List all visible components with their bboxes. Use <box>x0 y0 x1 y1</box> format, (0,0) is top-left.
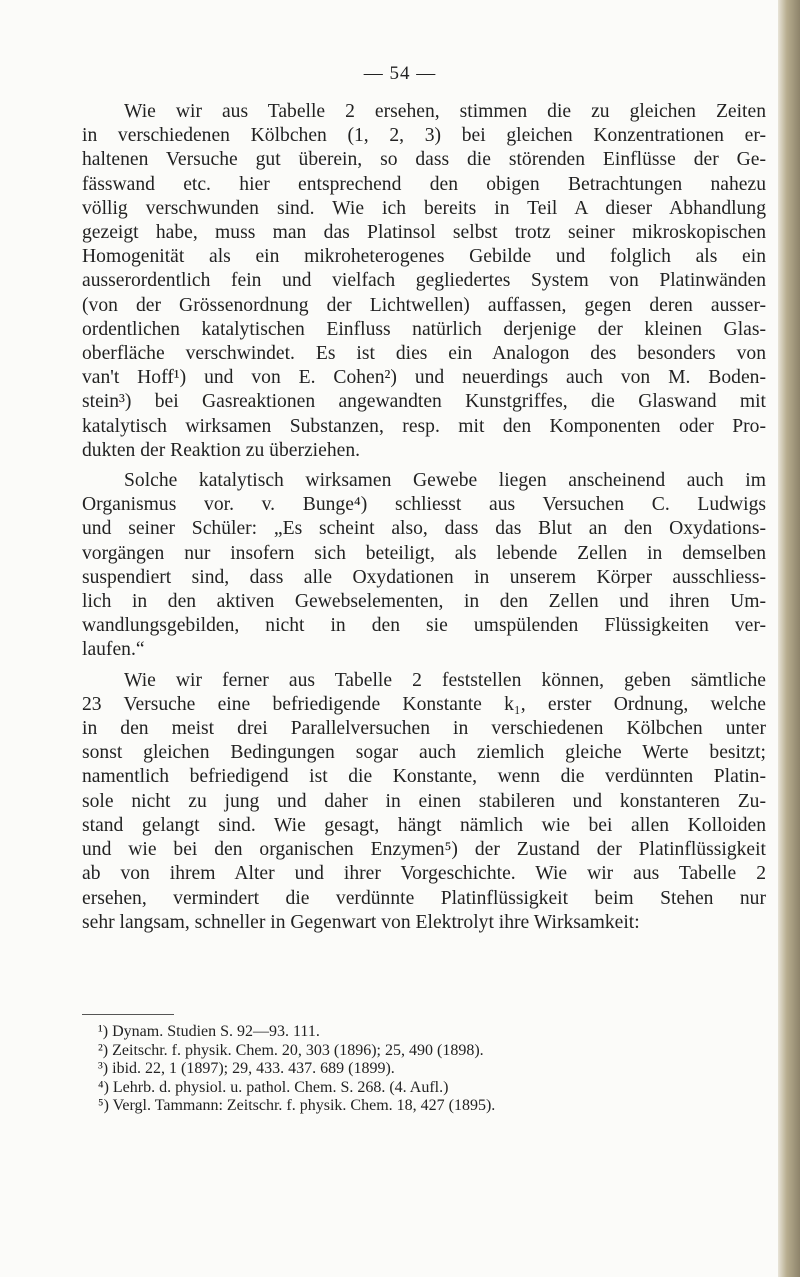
footnote-4: ⁴) Lehrb. d. physiol. u. pathol. Chem. S. 268. (4. Aufl.) <box>98 1078 449 1096</box>
paragraph-2-line: laufen.“ <box>82 639 145 661</box>
footnote-2: ²) Zeitschr. f. physik. Chem. 20, 303 (1896); 25, 490 (1898). <box>98 1041 484 1059</box>
page-number: — 54 — <box>363 63 437 84</box>
paragraph-1-line: dukten der Reaktion zu überziehen. <box>82 439 361 461</box>
page-edge-shadow <box>778 0 800 1277</box>
paragraph-2-line: lich in den aktiven Gewebselementen, in den Zellen und ihren Um- <box>82 591 766 613</box>
paragraph-1-line: katalytisch wirksamen Substanzen, resp. mit den Komponenten oder Pro- <box>82 415 766 437</box>
paragraph-3-line: ersehen, vermindert die verdünnte Platinflüssigkeit beim Stehen nur <box>82 887 766 909</box>
paragraph-3-line: in den meist drei Parallelversuchen in verschiedenen Kölbchen unter <box>82 718 766 740</box>
paragraph-3-line: stand gelangt sind. Wie gesagt, hängt nämlich wie bei allen Kolloiden <box>82 814 766 836</box>
paragraph-1-line: van't Hoff¹) und von E. Cohen²) und neuerdings auch von M. Boden- <box>82 367 766 389</box>
paragraph-1-line: haltenen Versuche gut überein, so dass die störenden Einflüsse der Ge- <box>82 149 766 171</box>
body-text <box>82 100 766 935</box>
paragraph-1-line: gezeigt habe, muss man das Platinsol selbst trotz seiner mikroskopischen <box>82 222 766 244</box>
paragraph-3-line: ab von ihrem Alter und ihrer Vorgeschichte. Wie wir aus Tabelle 2 <box>82 863 766 885</box>
paragraph-3-line: sonst gleichen Bedingungen sogar auch ziemlich gleiche Werte besitzt; <box>82 742 766 764</box>
paragraph-2-line: Organismus vor. v. Bunge⁴) schliesst aus Versuchen C. Ludwigs <box>82 494 766 516</box>
paragraph-2-line: suspendiert sind, dass alle Oxydationen in unserem Körper ausschliess- <box>82 566 766 588</box>
paragraph-1-line: fässwand etc. hier entsprechend den obigen Betrachtungen nahezu <box>82 173 766 195</box>
footnote-divider <box>82 1014 174 1015</box>
paragraph-1-line: (von der Grössenordnung der Lichtwellen) auffassen, gegen deren ausser- <box>82 294 766 316</box>
footnotes <box>98 1023 738 1116</box>
paragraph-2-line: Solche katalytisch wirksamen Gewebe liegen anscheinend auch im <box>124 470 766 492</box>
paragraph-1-line: Homogenität als ein mikroheterogenes Gebilde und folglich als ein <box>82 246 766 268</box>
paragraph-1-line: völlig verschwunden sind. Wie ich bereits in Teil A dieser Abhandlung <box>82 197 766 219</box>
paragraph-3-line: Wie wir ferner aus Tabelle 2 feststellen können, geben sämtliche <box>124 669 766 691</box>
paragraph-3-line: namentlich befriedigend ist die Konstante, wenn die verdünnten Platin- <box>82 766 766 788</box>
paragraph-1-line: ordentlichen katalytischen Einfluss natürlich derjenige der kleinen Glas- <box>82 318 766 340</box>
footnote-1: ¹) Dynam. Studien S. 92—93. 111. <box>98 1023 320 1040</box>
paragraph-3-line: sehr langsam, schneller in Gegenwart von Elektrolyt ihre Wirksamkeit: <box>82 911 640 933</box>
paragraph-1-line: ausserordentlich fein und vielfach gegliedertes System von Platinwänden <box>82 270 766 292</box>
paragraph-1-line: oberfläche verschwindet. Es ist dies ein Analogon des besonders von <box>82 343 766 365</box>
paragraph-3-line: sole nicht zu jung und daher in einen stabileren und konstanteren Zu- <box>82 790 766 812</box>
footnote-5: ⁵) Vergl. Tammann: Zeitschr. f. physik. Chem. 18, 427 (1895). <box>98 1097 496 1115</box>
paragraph-3-line: 23 Versuche eine befriedigende Konstante k₁, erster Ordnung, welche <box>82 693 766 715</box>
paragraph-2-line: und seiner Schüler: „Es scheint also, dass das Blut an den Oxydations- <box>82 518 766 540</box>
paragraph-1-line: stein³) bei Gasreaktionen angewandten Kunstgriffes, die Glaswand mit <box>82 391 766 413</box>
footnote-3: ³) ibid. 22, 1 (1897); 29, 433. 437. 689 (1899). <box>98 1060 395 1078</box>
paragraph-1-line: Wie wir aus Tabelle 2 ersehen, stimmen die zu gleichen Zeiten <box>124 101 766 122</box>
paragraph-2-line: vorgängen nur insofern sich beteiligt, als lebende Zellen in demselben <box>82 542 766 564</box>
paragraph-2-line: wandlungsgebilden, nicht in den sie umspülenden Flüssigkeiten ver- <box>82 615 766 637</box>
paragraph-3-line: und wie bei den organischen Enzymen⁵) der Zustand der Platinflüssigkeit <box>82 839 766 861</box>
paragraph-1-line: in verschiedenen Kölbchen (1, 2, 3) bei gleichen Konzentrationen er- <box>82 125 766 147</box>
